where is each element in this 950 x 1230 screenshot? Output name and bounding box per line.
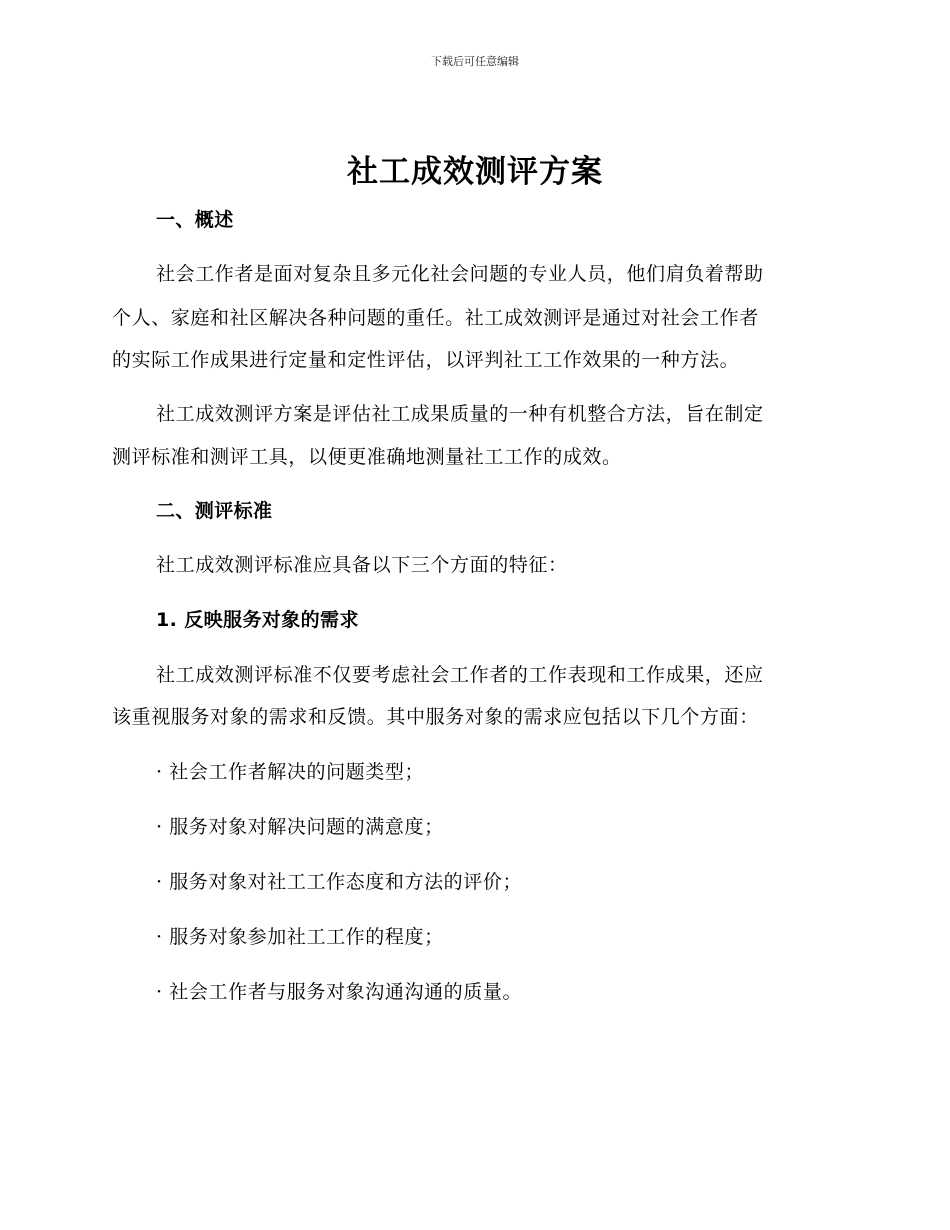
paragraph-line: 社工成效测评标准应具备以下三个方面的特征： xyxy=(156,554,568,576)
list-item: · 服务对象对社工工作态度和方法的评价； xyxy=(156,871,523,893)
list-item: · 服务对象对解决问题的满意度； xyxy=(156,816,444,838)
paragraph-line: 的实际工作成果进行定量和定性评估，以评判社工工作效果的一种方法。 xyxy=(112,349,740,371)
paragraph-line: 该重视服务对象的需求和反馈。其中服务对象的需求应包括以下几个方面： xyxy=(112,706,759,728)
list-item: · 社会工作者与服务对象沟通沟通的质量。 xyxy=(156,981,523,1003)
header-note: 下载后可任意编辑 xyxy=(431,55,519,68)
list-item: · 服务对象参加社工工作的程度； xyxy=(156,926,444,948)
document-title: 社工成效测评方案 xyxy=(347,154,603,190)
paragraph-line: 测评标准和测评工具，以便更准确地测量社工工作的成效。 xyxy=(112,446,622,468)
paragraph-line: 社工成效测评标准不仅要考虑社会工作者的工作表现和工作成果，还应 xyxy=(156,664,764,686)
paragraph-line: 社工成效测评方案是评估社工成果质量的一种有机整合方法，旨在制定 xyxy=(156,403,764,425)
section-heading-criteria: 二、测评标准 xyxy=(156,500,273,522)
paragraph-line: 个人、家庭和社区解决各种问题的重任。社工成效测评是通过对社会工作者 xyxy=(112,307,759,329)
list-item: · 社会工作者解决的问题类型； xyxy=(156,761,425,783)
paragraph-line: 社会工作者是面对复杂且多元化社会问题的专业人员，他们肩负着帮助 xyxy=(156,263,764,285)
subheading: 1. 反映服务对象的需求 xyxy=(156,609,359,631)
section-heading-overview: 一、概述 xyxy=(156,209,234,231)
